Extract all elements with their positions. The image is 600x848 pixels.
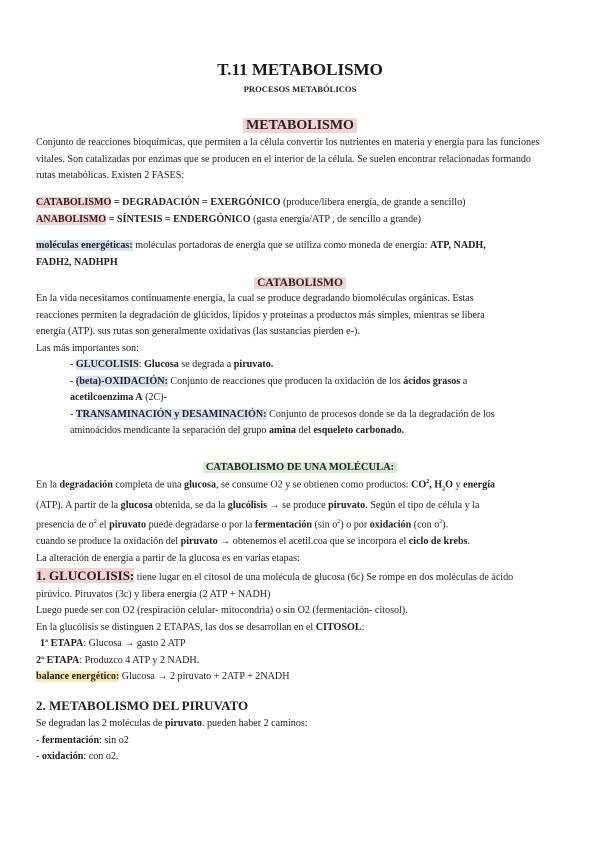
glucolisis-section: 1. GLUCOLISIS: tiene lugar en el citosol de una molécula de glucosa (6c) Se rompe en dos moléculas de ácido pirúvico. Piruvatos (3c) y libera energía (2 ATP + NADH) Luego puede ser con O2 (respiración celular- mitocondria) o sin O2 (fermentación- citosol). En la glucólisis se distinguen 2 ETAPAS, las dos se desarrollan en el CITOSOL: 1ª ETAPA: Glucosa → gasto 2 ATP 2ª ETAPA: Produzco 4 ATP y 2 NADH. balance energético: Glucosa → 2 piruvato + 2ATP + 2NADH xyxy=(36,568,514,682)
intro-paragraph xyxy=(36,135,576,185)
molecula-paragraph: En la degradación completa de una glucosa, se consume O2 y se obtienen como productos: $CO^2$, $H_2O$ y energía (ATP). A partir de la glucosa obtenida, se da la glucólisis → se produce piruvato. Según el tipo de célula y la presencia de $o^2$ el piruvato puede degradarse o por la fermentación (sin $o^2$) o por oxidación (con $o^2$). cuando se produce la oxidación del piruvato → obtenemos el acetil.coa que se incorpora el ciclo de krebs. La alteración de energía a partir de la glucosa es en varias etapas: xyxy=(36,479,496,564)
anabolismo-definition xyxy=(36,212,576,229)
energetic-list: FADH2, NADHPH xyxy=(36,256,118,268)
oxidacion-term: oxidación xyxy=(41,751,84,762)
intro-line: Conjunto de reacciones bioquímicas, que permiten a la célula convertir los nutrientes en materia y energía para las funciones xyxy=(36,137,540,148)
page-title: T.11 METABOLISMO xyxy=(217,60,383,79)
piruvato-heading-text: 2. METABOLISMO DEL PIRUVATO xyxy=(36,698,249,713)
page-subtitle: PROCESOS METABÓLICOS xyxy=(243,84,357,94)
list-item: - GLUCOLISIS: Glucosa se degrada a piruvato. xyxy=(70,359,274,370)
section-heading-catabolismo xyxy=(0,273,600,291)
etapa-1-term: 1ª ETAPA xyxy=(40,638,84,649)
list-item: - (beta)-OXIDACIÓN: Conjunto de reacciones que producen la oxidación de los ácidos grasos a xyxy=(70,375,468,387)
energetic-molecules xyxy=(36,238,576,271)
catabolismo-list xyxy=(70,357,580,440)
balance-energetico-term: balance energético: xyxy=(36,671,120,682)
list-item-continuation: acetilcoenzima A (2C)- xyxy=(70,392,167,403)
transaminacion-term: TRANSAMINACIÓN y DESAMINACIÓN: xyxy=(75,408,267,420)
energetic-term: moléculas energéticas: xyxy=(36,240,133,251)
section-heading-molecula xyxy=(0,457,600,475)
energetic-text: moléculas portadoras de energía que se utiliza como moneda de energía: xyxy=(132,240,430,251)
catabolismo-equivalence: = DEGRADACIÓN = EXERGÓNICO xyxy=(111,197,281,208)
phases-block xyxy=(36,195,576,228)
catabolismo-paragraph xyxy=(36,291,581,357)
catabolismo-line: En la vida necesitamos continuamente energía, la cual se produce degradando biomoléculas orgánicas. Estas xyxy=(36,293,474,304)
anabolismo-equivalence: = SÍNTESIS = ENDERGÓNICO xyxy=(106,213,251,225)
anabolismo-note: (gasta energía/ATP , de sencillo a grande) xyxy=(250,213,421,225)
catabolismo-definition xyxy=(36,195,576,212)
catabolismo-note: (produce/libera energía, de grande a sencillo) xyxy=(280,197,466,208)
catabolismo-line: energía (ATP). sus rutas son generalmente oxidativas (las sustancias pierden e-). xyxy=(36,326,360,337)
glucolisis-term: GLUCOLISIS xyxy=(75,359,139,370)
intro-line: vitales. Son catalizadas por enzimas que se producen en el interior de la célula. Se suelen encontrar relacionadas formando xyxy=(36,153,531,165)
piruvato-paragraph: Se degradan las 2 moléculas de piruvato. pueden haber 2 caminos: - fermentación: sin o2 - oxidación: con o2. xyxy=(36,718,308,762)
section-heading-metabolismo xyxy=(0,116,600,134)
catabolismo-line: reacciones permiten la degradación de glúcidos, lípidos y proteínas a productos más simples, mientras se libera xyxy=(36,309,485,321)
list-item: - TRANSAMINACIÓN y DESAMINACIÓN: Conjunto de procesos donde se da la degradación de los xyxy=(70,408,495,420)
list-item-continuation: aminoácidos mendicante la separación del grupo amina del esqueleto carbonado. xyxy=(70,425,405,436)
catabolismo-term: CATABOLISMO xyxy=(36,197,112,208)
beta-oxidacion-term: (beta)-OXIDACIÓN: xyxy=(75,375,168,387)
glucolisis-heading: 1. GLUCOLISIS: xyxy=(36,568,135,583)
energetic-list: ATP, NADH, xyxy=(430,240,486,251)
metabolismo-heading-text: METABOLISMO xyxy=(243,118,357,133)
piruvato-heading xyxy=(36,697,248,715)
etapa-2-term: 2ª ETAPA xyxy=(36,654,80,666)
fermentacion-term: fermentación xyxy=(41,734,100,746)
molecula-heading-text: CATABOLISMO DE UNA MOLÉCULA: xyxy=(203,462,397,473)
catabolismo-line: Las más importantes son: xyxy=(36,342,139,354)
catabolismo-heading-text: CATABOLISMO xyxy=(254,277,346,289)
anabolismo-term: ANABOLISMO xyxy=(36,213,107,225)
intro-line: rutas metabólicas. Existen 2 FASES: xyxy=(36,170,185,181)
